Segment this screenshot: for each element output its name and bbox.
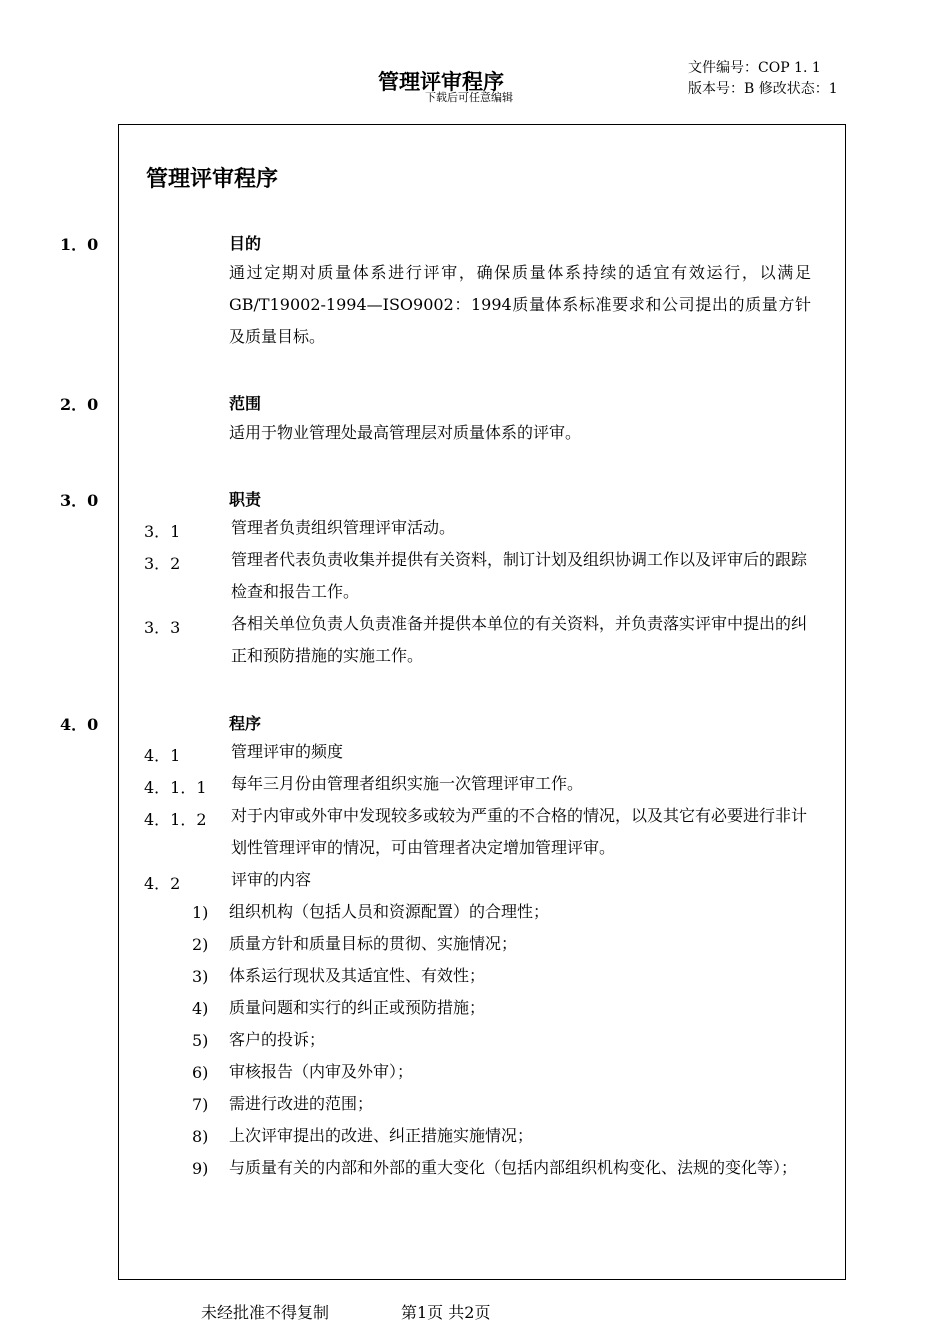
section-2-heading: 范围 xyxy=(229,394,262,413)
item-3-2-text: 管理者代表负责收集并提供有关资料，制订计划及组织协调工作以及评审后的跟踪检查和报告工作。 xyxy=(231,550,808,601)
header-subtitle: 下载后可任意编辑 xyxy=(425,91,513,104)
section-2-number: 2．0 xyxy=(60,395,99,414)
version-info: 版本号：B 修改状态：1 xyxy=(688,81,838,97)
item-4-1-2-text: 对于内审或外审中发现较多或较为严重的不合格的情况，以及其它有必要进行非计划性管理评审的情况，可由管理者决定增加管理评审。 xyxy=(231,806,808,857)
document-title: 管理评审程序 xyxy=(146,167,279,192)
item-3-3-number: 3．3 xyxy=(144,618,181,637)
copy-notice: 未经批准不得复制 xyxy=(201,1303,330,1322)
item-3-1-number: 3．1 xyxy=(144,522,181,541)
list-item-1-number: 1) xyxy=(192,903,209,922)
list-item-6-text: 审核报告（内审及外审）； xyxy=(229,1062,414,1081)
section-3-heading: 职责 xyxy=(229,490,262,509)
section-3-number: 3．0 xyxy=(60,491,99,510)
list-item-8-number: 8) xyxy=(192,1127,209,1146)
list-item-6-number: 6) xyxy=(192,1063,209,1082)
section-1-heading: 目的 xyxy=(229,234,262,253)
list-item-3-number: 3) xyxy=(192,967,209,986)
list-item-3-text: 体系运行现状及其适宜性、有效性； xyxy=(229,966,486,985)
item-4-1-1-number: 4．1．1 xyxy=(144,778,207,797)
section-1-paragraph: 通过定期对质量体系进行评审，确保质量体系持续的适宜有效运行，以满足GB/T19002-1994—ISO9002：1994质量体系标准要求和公司提出的质量方针及质量目标。 xyxy=(229,263,811,346)
item-3-3-text: 各相关单位负责人负责准备并提供本单位的有关资料，并负责落实评审中提出的纠正和预防措施的实施工作。 xyxy=(231,614,808,665)
list-item-4-number: 4) xyxy=(192,999,209,1018)
item-4-2-number: 4．2 xyxy=(144,874,181,893)
list-item-8-text: 上次评审提出的改进、纠正措施实施情况； xyxy=(229,1126,534,1145)
page-number: 第1页 共2页 xyxy=(401,1303,491,1322)
list-item-9-text: 与质量有关的内部和外部的重大变化（包括内部组织机构变化、法规的变化等）； xyxy=(229,1158,798,1177)
item-4-1-number: 4．1 xyxy=(144,746,181,765)
item-3-1-text: 管理者负责组织管理评审活动。 xyxy=(231,518,456,537)
list-item-5-text: 客户的投诉； xyxy=(229,1030,326,1049)
list-item-7-text: 需进行改进的范围； xyxy=(229,1094,374,1113)
item-4-1-2-number: 4．1．2 xyxy=(144,810,207,829)
list-item-7-number: 7) xyxy=(192,1095,209,1114)
section-1-number: 1．0 xyxy=(60,235,99,254)
file-number: 文件编号：COP 1. 1 xyxy=(688,60,821,76)
item-4-1-text: 管理评审的频度 xyxy=(231,742,344,761)
item-4-2-text: 评审的内容 xyxy=(231,870,312,889)
section-4-number: 4．0 xyxy=(60,715,99,734)
list-item-9-number: 9) xyxy=(192,1159,209,1178)
list-item-4-text: 质量问题和实行的纠正或预防措施； xyxy=(229,998,486,1017)
header-title: 管理评审程序 xyxy=(378,70,504,94)
list-item-2-number: 2) xyxy=(192,935,209,954)
list-item-2-text: 质量方针和质量目标的贯彻、实施情况； xyxy=(229,934,518,953)
item-3-2-number: 3．2 xyxy=(144,554,181,573)
section-4-heading: 程序 xyxy=(229,714,262,733)
item-4-1-1-text: 每年三月份由管理者组织实施一次管理评审工作。 xyxy=(231,774,584,793)
list-item-1-text: 组织机构（包括人员和资源配置）的合理性； xyxy=(229,902,550,921)
section-2-paragraph: 适用于物业管理处最高管理层对质量体系的评审。 xyxy=(229,423,582,442)
list-item-5-number: 5) xyxy=(192,1031,209,1050)
